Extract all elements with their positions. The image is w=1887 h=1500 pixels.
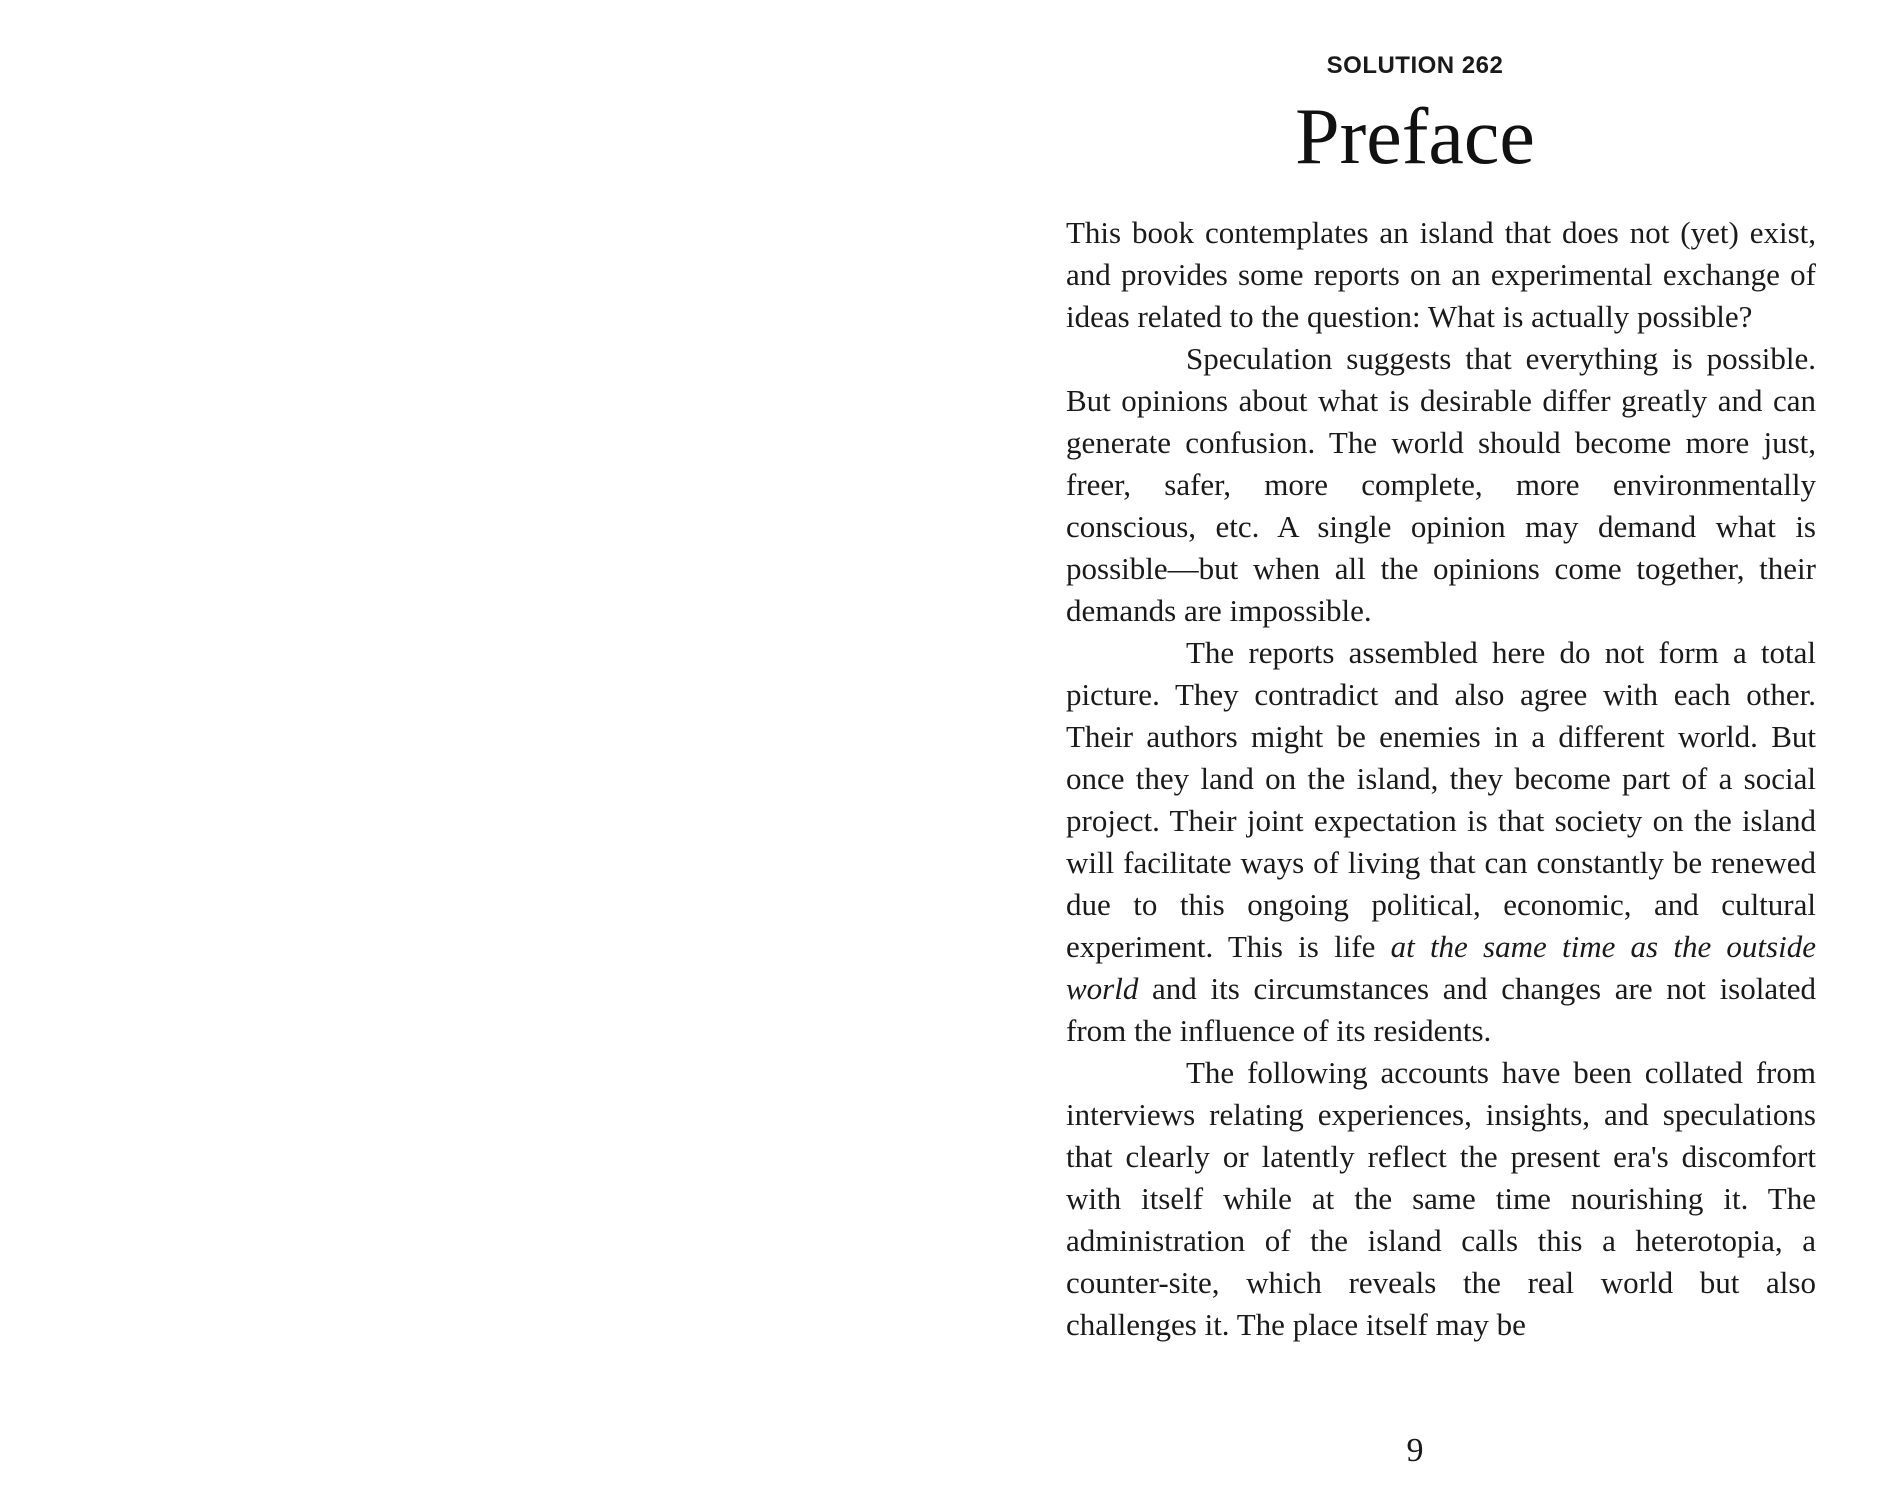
paragraph-2: Speculation suggests that everything is possible. But opinions about what is desirable differ greatly and can generate confusion. The world should become more just, freer, safer, more complete, more environmentally conscious, etc. A single opinion may demand what is possible—but when all the opinions come together, their demands are impossible. bbox=[1066, 341, 1816, 628]
page-number: 9 bbox=[1406, 1432, 1424, 1469]
paragraph-3-emphasis: at the same time as the outside world bbox=[1066, 929, 1816, 1006]
body-text bbox=[1066, 212, 1816, 1346]
page-title: Preface bbox=[1295, 93, 1535, 181]
paragraph-3 bbox=[1066, 632, 1816, 1052]
blank-left-page bbox=[0, 0, 943, 1500]
paragraph-4: The following accounts have been collated from interviews relating experiences, insights, and speculations that clearly or latently reflect the present era's discomfort with itself while at the same time nourishing it. The administration of the island calls this a heterotopia, a counter-site, which reveals the real world but also challenges it. The place itself may be bbox=[1066, 1055, 1816, 1342]
preface-page bbox=[943, 0, 1887, 1500]
paragraph-1: This book contemplates an island that does not (yet) exist, and provides some reports on an experimental exchange of ideas related to the question: What is actually possible? bbox=[1066, 215, 1816, 334]
paragraph-3-text-end: and its circumstances and changes are not isolated from the influence of its residents. bbox=[1066, 971, 1816, 1048]
paragraph-3-text-start: The reports assembled here do not form a total picture. They contradict and also agree with each other. Their authors might be enemies in a different world. But once they land on the island, they become part of a social project. Their joint expectation is that society on the island will facilitate ways of living that can constantly be renewed due to this ongoing political, economic, and cultural experiment. This is life bbox=[1066, 635, 1816, 964]
running-head: SOLUTION 262 bbox=[1326, 52, 1504, 79]
